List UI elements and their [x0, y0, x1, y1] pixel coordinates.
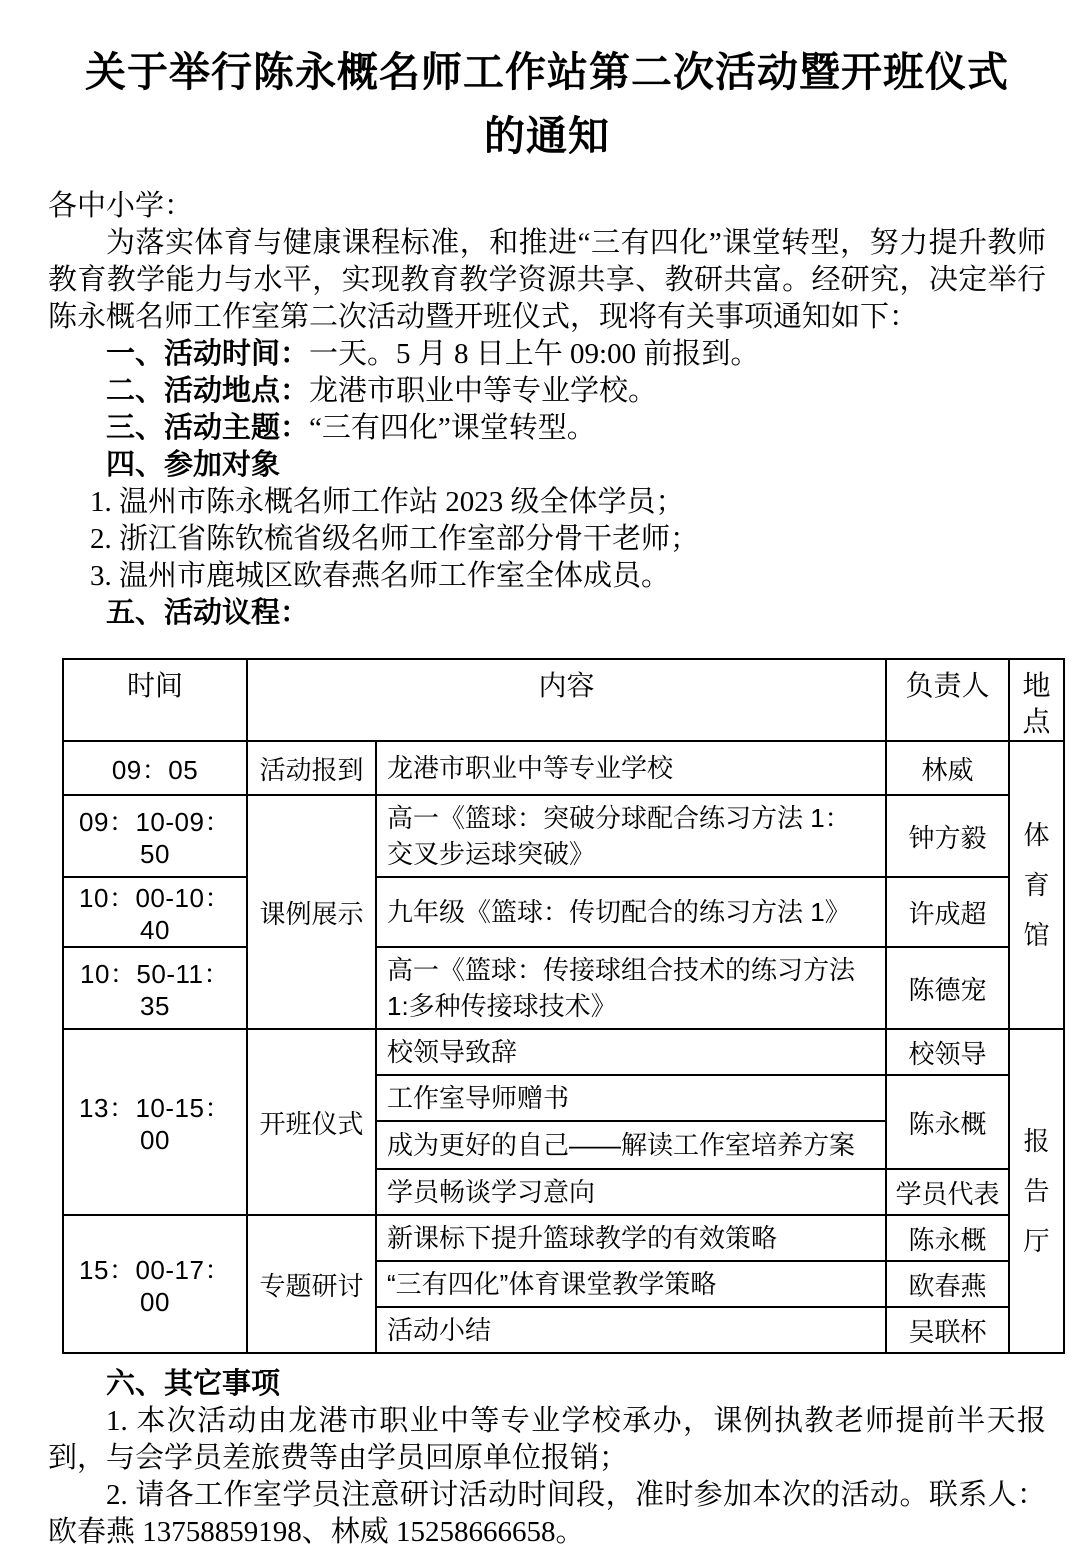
cell-person: 钟方毅: [886, 795, 1009, 877]
table-row: [63, 947, 1064, 1029]
participant-item-3: 3. 温州市鹿城区欧春燕名师工作室全体成员。: [90, 560, 671, 592]
participant-item-2: 2. 浙江省陈钦梳省级名师工作室部分骨干老师；: [90, 523, 700, 555]
cell-person: 许成超: [886, 877, 1009, 947]
cell-person: 学员代表: [886, 1169, 1009, 1215]
header-person: 负责人: [886, 659, 1009, 741]
cell-location-hall: 报告厅: [1009, 1029, 1064, 1353]
cell-category: 开班仪式: [247, 1029, 376, 1215]
section-other-label: 六、其它事项: [106, 1368, 281, 1400]
agenda-table: [62, 658, 1065, 1354]
section-activity-theme-text: “三有四化”课堂转型。: [309, 412, 596, 444]
other-item-1: 1. 本次活动由龙港市职业中等专业学校承办，课例执教老师提前半天报到，与会学员差旅费等由学员回原单位报销；: [48, 1405, 1046, 1474]
cell-content: 学员畅谈学习意向: [376, 1169, 886, 1215]
cell-time: 09：10-09：50: [63, 795, 247, 877]
cell-time: 09：05: [63, 741, 247, 795]
cell-content: 高一《篮球：传接球组合技术的练习方法 1:多种传接球技术》: [376, 947, 886, 1029]
cell-content: 成为更好的自己——解读工作室培养方案: [376, 1121, 886, 1169]
notice-body: [48, 188, 1046, 632]
cell-content: “三有四化”体育课堂教学策略: [376, 1261, 886, 1307]
notice-footer: [48, 1366, 1046, 1551]
other-item-2: 2. 请各工作室学员注意研讨活动时间段，准时参加本次的活动。联系人：欧春燕 13758859198、林威 15258666658。: [48, 1479, 1046, 1548]
cell-person: 林威: [886, 741, 1009, 795]
cell-person: 陈德宠: [886, 947, 1009, 1029]
table-row: [63, 1215, 1064, 1261]
cell-content: 九年级《篮球：传切配合的练习方法 1》: [376, 877, 886, 947]
section-activity-place-label: 二、活动地点：: [106, 375, 310, 407]
cell-person: 陈永概: [886, 1075, 1009, 1169]
cell-content: 工作室导师赠书: [376, 1075, 886, 1121]
salutation: 各中小学：: [48, 190, 194, 222]
header-content: 内容: [247, 659, 886, 741]
agenda-header-row: [63, 659, 1064, 741]
cell-person: 欧春燕: [886, 1261, 1009, 1307]
section-activity-time-text: 一天。5 月 8 日上午 09:00 前报到。: [309, 338, 760, 370]
section-activity-place: [48, 373, 1046, 410]
section-agenda: [48, 595, 1046, 632]
table-row: [63, 795, 1064, 877]
cell-content: 活动小结: [376, 1307, 886, 1353]
cell-time: 13：10-15：00: [63, 1029, 247, 1215]
cell-person: 吴联杯: [886, 1307, 1009, 1353]
section-activity-theme: [48, 410, 1046, 447]
participant-item-1: 1. 温州市陈永概名师工作站 2023 级全体学员；: [90, 486, 685, 518]
header-time: 时间: [63, 659, 247, 741]
section-agenda-label: 五、活动议程：: [106, 597, 310, 629]
cell-category: 专题研讨: [247, 1215, 376, 1353]
cell-person: 校领导: [886, 1029, 1009, 1075]
notice-title: [48, 40, 1046, 168]
table-row: [63, 1029, 1064, 1075]
cell-time: 10：50-11：35: [63, 947, 247, 1029]
section-participants-label: 四、参加对象: [106, 449, 281, 481]
intro-paragraph: 为落实体育与健康课程标准，和推进“三有四化”课堂转型，努力提升教师教育教学能力与水平，实现教育教学资源共享、教研共富。经研究，决定举行陈永概名师工作室第二次活动暨开班仪式，现将有关事项通知如下：: [48, 227, 1046, 333]
cell-content: 新课标下提升篮球教学的有效策略: [376, 1215, 886, 1261]
cell-content: 龙港市职业中等专业学校: [376, 741, 886, 795]
cell-category: 课例展示: [247, 795, 376, 1029]
section-activity-theme-label: 三、活动主题：: [106, 412, 310, 444]
cell-time: 15：00-17：00: [63, 1215, 247, 1353]
section-activity-place-text: 龙港市职业中等专业学校。: [309, 375, 658, 407]
notice-title-line2: 的通知: [484, 113, 610, 159]
cell-category: 活动报到: [247, 741, 376, 795]
section-other: [48, 1366, 1046, 1403]
cell-content: 高一《篮球：突破分球配合练习方法 1：交叉步运球突破》: [376, 795, 886, 877]
table-row: [63, 877, 1064, 947]
cell-location-gym: 体育馆: [1009, 741, 1064, 1029]
cell-content: 校领导致辞: [376, 1029, 886, 1075]
cell-person: 陈永概: [886, 1215, 1009, 1261]
notice-title-line1: 关于举行陈永概名师工作站第二次活动暨开班仪式: [85, 49, 1009, 95]
section-participants: [48, 447, 1046, 484]
cell-time: 10：00-10：40: [63, 877, 247, 947]
section-activity-time-label: 一、活动时间：: [106, 338, 310, 370]
table-row: [63, 741, 1064, 795]
header-location: 地点: [1009, 659, 1064, 741]
section-activity-time: [48, 336, 1046, 373]
